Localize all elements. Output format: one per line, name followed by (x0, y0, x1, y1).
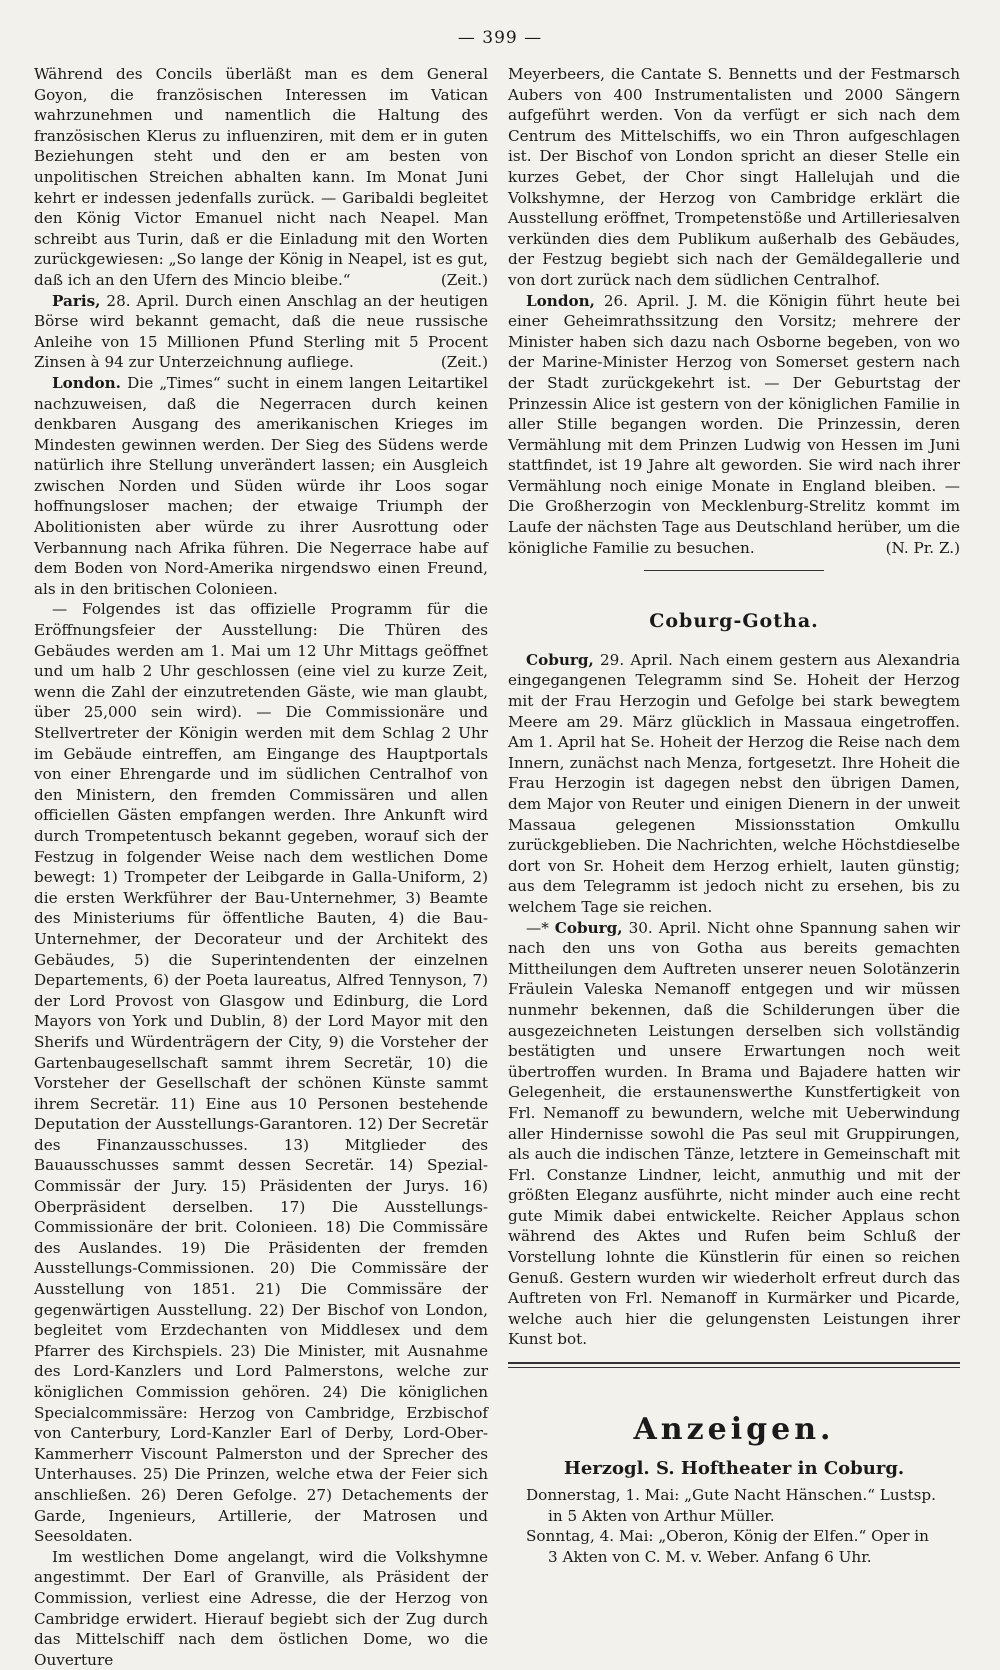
section-divider (644, 570, 824, 571)
article-text: Im westlichen Dome angelangt, wird die Volkshymne angestimmt. Der Earl of Granville, als Präsident der Commission, verliest eine Adresse, die der Herzog von Cambridge erwidert. Hierauf begiebt sich der Zug durch das Mittelschiff nach dem östlichen Dome, wo die Ouverture (34, 1547, 488, 1669)
theater-listing (508, 1526, 960, 1567)
source-citation: (N. Pr. Z.) (885, 538, 960, 557)
dateline-place: London. (52, 373, 121, 392)
article-paragraph (508, 291, 960, 559)
dateline-place: Coburg, (554, 918, 623, 937)
theater-listing (508, 1485, 960, 1526)
article-paragraph (34, 1547, 488, 1670)
right-column (508, 64, 960, 1568)
article-paragraph (34, 599, 488, 1546)
article-text: Während des Concils überläßt man es dem General Goyon, die französischen Interessen im Vatican wahrzunehmen und namentlich die Haltung des französischen Klerus zu influenziren, mit dem er in guten Beziehungen steht und den er am besten von unpolitischen Streichen abhalten kann. Im Monat Juni kehrt er indessen jedenfalls zurück. — Garibaldi begleitet den König Victor Emanuel nicht nach Neapel. Man schreibt aus Turin, daß er die Einladung mit den Worten zurückgewiesen: „So lange der König in Neapel, ist es gut, daß ich an den Ufern des Mincio bleibe.“ (34, 65, 488, 289)
section-title: Coburg-Gotha. (649, 610, 819, 633)
listing-line: Donnerstag, 1. Mai: „Gute Nacht Hänschen.“ Lustsp. (526, 1486, 936, 1505)
listing-line: 3 Akten von C. M. v. Weber. Anfang 6 Uhr. (548, 1548, 872, 1566)
source-citation: (Zeit.) (440, 270, 488, 289)
article-text: 30. April. Nicht ohne Spannung sahen wir nach den uns von Gotha aus bereits gemachten Mittheilungen dem Auftreten unserer neuen Solotänzerin Fräulein Valeska Nemanoff entgegen und wir müssen nunmehr bekennen, daß die Schilderungen über die ausgezeichneten Leistungen derselben sich vollständig bestätigten und unsere Erwartungen noch weit übertroffen wurden. In Brama und Bajadere hatten wir Gelegenheit, die erstaunenswerthe Kunstfertigkeit von Frl. Nemanoff zu bewundern, welche mit Ueberwindung aller Hindernisse sowohl die Pas seul mit Gruppirungen, als auch die indischen Tänze, letztere in Gemeinschaft mit Frl. Constanze Lindner, leicht, anmuthig und mit der größten Eleganz ausführte, nicht minder auch eine recht gute Mimik dabei entwickelte. Reicher Applaus schon während des Aktes und Rufen beim Schluß der Vorstellung lohnte die Künstlerin für einen so reichen Genuß. Gestern wurden wir wiederholt erfreut durch das Auftreten von Frl. Nemanoff in Kurmärker und Picarde, welche auch hier die gelungensten Leistungen ihrer Kunst bot. (508, 918, 960, 1349)
listing-line: in 5 Akten von Arthur Müller. (548, 1506, 775, 1525)
dateline-place: Coburg, (526, 650, 594, 669)
article-text: 28. April. Durch einen Anschlag an der heutigen Börse wird bekannt gemacht, daß die neue russische Anleihe von 15 Millionen Pfund Sterling mit 5 Procent Zinsen à 94 zur Unterzeichnung aufliege. (34, 291, 488, 372)
article-paragraph (508, 64, 960, 291)
source-citation: (Zeit.) (440, 353, 488, 372)
article-text: Die „Times“ sucht in einem langen Leitartikel nachzuweisen, daß die Negerracen durch keinen denkbaren Ausgang des amerikanischen Krieges im Mindesten gewinnen werden. Der Sieg des Südens werde natürlich ihre Stellung unverändert lassen; ein Ausgleich zwischen Norden und Süden würde ihr Loos sogar hoffnungsloser machen; der etwaige Triumph der Abolitionisten aber würde zu ihrer Ausrottung oder Verbannung nach Afrika führen. Die Negerrace habe auf dem Boden von Nord-Amerika nirgendswo einen Freund, als in den britischen Colonieen. (34, 373, 488, 598)
article-paragraph (34, 291, 488, 373)
article-paragraph (508, 918, 960, 1350)
article-prefix: —* (526, 918, 555, 937)
theater-title: Herzogl. S. Hoftheater in Coburg. (563, 1457, 905, 1479)
article-paragraph (34, 373, 488, 600)
left-column (34, 64, 488, 1670)
ads-divider-thin (508, 1367, 960, 1368)
ads-title: Anzeigen. (633, 1412, 835, 1448)
ads-divider (508, 1362, 960, 1364)
article-paragraph (34, 64, 488, 291)
article-text: — Folgendes ist das offizielle Programm für die Eröffnungsfeier der Ausstellung: Die Thüren des Gebäudes werden am 1. Mai um 12 Uhr Mittags geöffnet und um halb 2 Uhr geschlossen (eine viel zu kurze Zeit, wenn die Zahl der einzutretenden Gäste, wie man glaubt, über 25,000 sein wird). — Die Commissionäre und Stellvertreter der Königin werden mit dem Schlag 2 Uhr im Gebäude eintreffen, am Eingange des Hauptportals von einer Ehrengarde und im südlichen Centralhof von den Ministern, den fremden Commissären und allen officiellen Gästen empfangen werden. Ihre Ankunft wird durch Trompetentusch bekannt gegeben, worauf sich der Festzug in folgender Weise nach dem westlichen Dome bewegt: 1) Trompeter der Leibgarde in Galla-Uniform, 2) die ersten Werkführer der Bau-Unternehmer, 3) Beamte des Ministeriums für öffentliche Bauten, 4) die Bau-Unternehmer, der Decorateur und der Architekt des Gebäudes, 5) die Superintendenten der einzelnen Departements, 6) der Poeta laureatus, Alfred Tennyson, 7) der Lord Provost von Glasgow und Edinburg, die Lord Mayors von York und Dublin, 8) der Lord Mayor mit den Sherifs und Würdenträgern der City, 9) die Vorsteher der Gartenbaugesellschaft sammt ihrem Secretär, 10) die Vorsteher der Gesellschaft der schönen Künste sammt ihrem Secretär. 11) Eine aus 10 Personen bestehende Deputation der Ausstellungs-Garantoren. 12) Der Secretär des Finanzausschusses. 13) Mitglieder des Bauausschusses sammt dessen Secretär. 14) Spezial-Commissär der Jury. 15) Präsidenten der Jurys. 16) Oberpräsident derselben. 17) Die Ausstellungs-Commissionäre der brit. Colonieen. 18) Die Commissäre des Auslandes. 19) Die Präsidenten der fremden Ausstellungs-Commissionen. 20) Die Commissäre der Ausstellung von 1851. 21) Die Commissäre der gegenwärtigen Ausstellung. 22) Der Bischof von London, begleitet vom Erzdechanten von Middlesex und dem Pfarrer des Kirchspiels. 23) Die Minister, mit Ausnahme des Lord-Kanzlers und Lord Palmerstons, welche zur königlichen Commission gehören. 24) Die königlichen Specialcommissäre: Herzog von Cambridge, Erzbischof von Canterbury, Lord-Kanzler Earl of Derby, Lord-Ober-Kammerherr Viscount Palmerston und der Sprecher des Unterhauses. 25) Die Prinzen, welche etwa der Feier sich anschließen. 26) Deren Gefolge. 27) Detachements der Garde, Ingenieurs, Artillerie, der Matrosen und Seesoldaten. (34, 600, 488, 1546)
article-paragraph (508, 650, 960, 918)
dateline-place: London, (526, 291, 595, 310)
dateline-place: Paris, (52, 291, 101, 310)
listing-line: Sonntag, 4. Mai: „Oberon, König der Elfen.“ Oper in (526, 1527, 929, 1546)
article-text: Meyerbeers, die Cantate S. Bennetts und der Festmarsch Aubers von 400 Instrumentalisten und 2000 Sängern aufgeführt werden. Von da verfügt er sich nach dem Centrum des Mittelschiffs, wo ein Thron aufgeschlagen ist. Der Bischof von London spricht an dieser Stelle ein kurzes Gebet, der Chor singt Hallelujah und die Volkshymne, der Herzog von Cambridge erklärt die Ausstellung eröffnet, Trompetenstöße und Artilleriesalven verkünden dies dem Publikum außerhalb des Gebäudes, der Festzug begiebt sich nach der Gemäldegallerie und von dort zurück nach dem südlichen Centralhof. (508, 65, 960, 289)
page-number: — 399 — (457, 28, 543, 48)
article-text: 26. April. J. M. die Königin führt heute bei einer Geheimrathssitzung den Vorsitz; mehrere der Minister haben sich dazu nach Osborne begeben, von wo der Marine-Minister Herzog von Somerset gestern nach der Stadt zurückgekehrt ist. — Der Geburtstag der Prinzessin Alice ist gestern von der königlichen Familie in aller Stille begangen worden. Die Prinzessin, deren Vermählung mit dem Prinzen Ludwig von Hessen im Juni stattfindet, ist 19 Jahre alt geworden. Sie wird nach ihrer Vermählung noch einige Monate in England bleiben. — Die Großherzogin von Mecklenburg-Strelitz kommt im Laufe der nächsten Tage aus Deutschland herüber, um die königliche Familie zu besuchen. (508, 291, 960, 557)
article-text: 29. April. Nach einem gestern aus Alexandria eingegangenen Telegramm sind Se. Hoheit der Herzog mit der Frau Herzogin und Gefolge bei stark bewegtem Meere am 29. März glücklich in Massaua eingetroffen. Am 1. April hat Se. Hoheit der Herzog die Reise nach dem Innern, zunächst nach Menza, fortgesetzt. Ihre Hoheit die Frau Herzogin ist dagegen nebst den übrigen Damen, dem Major von Reuter und einigen Dienern in der unweit Massaua gelegenen Missionsstation Omkullu zurückgeblieben. Die Nachrichten, welche Höchstdieselbe dort von Sr. Hoheit dem Herzog erhielt, lauten günstig; aus dem Telegramm ist jedoch nicht zu ersehen, bis zu welchem Tage sie reichen. (508, 650, 960, 916)
